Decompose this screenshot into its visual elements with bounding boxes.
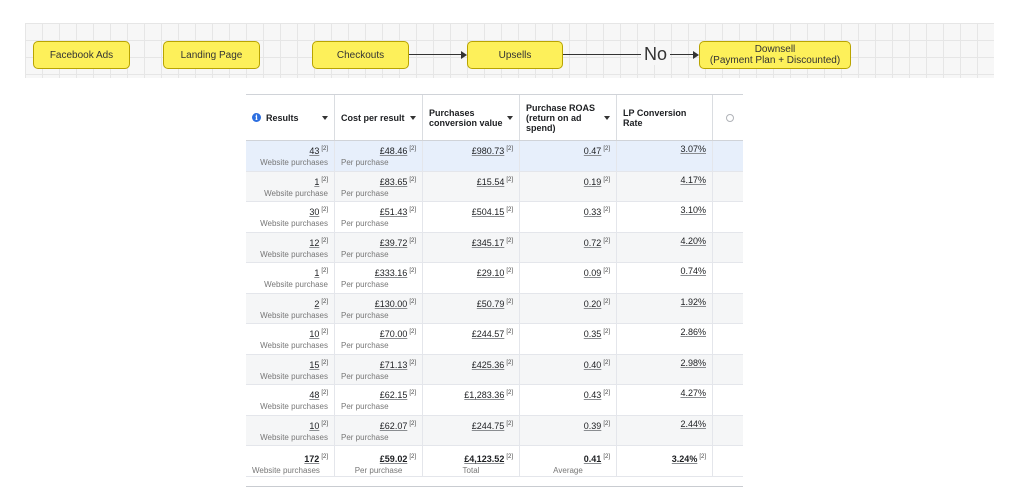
sort-caret-icon[interactable] xyxy=(507,116,513,120)
cell-purchases-conversion-value-value[interactable]: £15.54 xyxy=(476,176,505,187)
cell-lp-conversion-rate-value[interactable]: 0.74% xyxy=(680,266,706,276)
footnote-marker: [2] xyxy=(603,390,610,396)
downsell-title: Downsell xyxy=(754,44,796,55)
cell-results-value[interactable]: 10 xyxy=(309,420,320,431)
cell-empty xyxy=(713,324,743,354)
footnote-marker: [2] xyxy=(506,237,513,244)
cell-purchases-conversion-value-value[interactable]: £345.17 xyxy=(471,237,505,248)
total-cost-per-result-sublabel: Per purchase xyxy=(354,466,403,475)
table-row[interactable] xyxy=(246,202,743,233)
cell-results xyxy=(246,355,335,385)
cell-results xyxy=(246,416,335,446)
cell-lp-conversion-rate-value[interactable]: 4.17% xyxy=(680,174,706,185)
cell-purchase-roas xyxy=(520,416,617,446)
total-purchase-roas-sublabel: Average xyxy=(553,466,583,475)
footnote-marker: [2] xyxy=(321,454,328,460)
header-purchases-conversion-value[interactable] xyxy=(423,95,520,140)
table-row[interactable] xyxy=(246,294,743,325)
total-cost-per-result-value[interactable]: £59.02 xyxy=(379,454,408,464)
footnote-marker: [2] xyxy=(506,454,513,460)
footnote-marker: [2] xyxy=(409,390,416,396)
footnote-marker: [2] xyxy=(699,454,706,460)
cell-cost-per-result-value[interactable]: £62.07 xyxy=(379,420,408,431)
cell-results-value[interactable]: 2 xyxy=(314,298,320,309)
flow-node-checkouts[interactable]: Checkouts xyxy=(312,41,409,69)
funnel-flow-diagram xyxy=(25,23,994,78)
header-add-column[interactable] xyxy=(713,95,743,140)
total-lp-conversion-rate xyxy=(617,446,713,476)
flow-node-downsell[interactable] xyxy=(699,41,851,69)
total-cost-per-result xyxy=(335,446,423,476)
cell-results-sublabel: Website purchase xyxy=(264,188,328,198)
sort-caret-icon[interactable] xyxy=(410,116,416,120)
cell-purchases-conversion-value xyxy=(423,294,520,324)
footnote-marker: [2] xyxy=(603,237,610,244)
footnote-marker: [2] xyxy=(321,329,328,335)
header-results-label: Results xyxy=(266,112,299,123)
table-row[interactable] xyxy=(246,324,743,355)
cell-lp-conversion-rate-value[interactable]: 4.20% xyxy=(680,235,706,246)
cell-results xyxy=(246,141,335,171)
total-purchase-roas xyxy=(520,446,617,476)
cell-purchase-roas-value[interactable]: 0.20 xyxy=(583,298,602,309)
cell-lp-conversion-rate xyxy=(617,416,713,446)
footnote-marker: [2] xyxy=(506,329,513,335)
cell-results-sublabel: Website purchase xyxy=(264,280,328,289)
cell-results xyxy=(246,263,335,293)
cell-cost-per-result-sublabel: Per purchase xyxy=(341,188,389,198)
footnote-marker: [2] xyxy=(603,359,610,366)
header-lp-conversion-rate[interactable] xyxy=(617,95,713,140)
cell-results-sublabel: Website purchases xyxy=(260,310,328,320)
cell-purchase-roas xyxy=(520,385,617,415)
cell-results-sublabel: Website purchases xyxy=(260,158,328,167)
footnote-marker: [2] xyxy=(409,268,416,274)
connector-label-no: No xyxy=(641,43,670,65)
total-lp-conversion-rate-value[interactable]: 3.24% xyxy=(671,454,698,464)
cell-purchases-conversion-value xyxy=(423,233,520,263)
cell-results-sublabel: Website purchases xyxy=(260,219,328,228)
footnote-marker: [2] xyxy=(506,146,513,152)
cell-purchases-conversion-value-value[interactable]: £50.79 xyxy=(476,298,505,309)
total-purchase-roas-value[interactable]: 0.41 xyxy=(583,454,602,464)
footnote-marker: [2] xyxy=(506,420,513,427)
cell-lp-conversion-rate-value[interactable]: 3.10% xyxy=(680,205,706,215)
sort-caret-icon[interactable] xyxy=(604,116,610,120)
footnote-marker: [2] xyxy=(603,298,610,305)
cell-purchases-conversion-value-value[interactable]: £29.10 xyxy=(476,268,505,278)
cell-empty xyxy=(713,263,743,293)
cell-cost-per-result-value[interactable]: £51.43 xyxy=(379,207,408,217)
cell-cost-per-result-value[interactable]: £333.16 xyxy=(374,268,408,278)
table-row[interactable] xyxy=(246,385,743,416)
footnote-marker: [2] xyxy=(321,359,328,366)
cell-empty xyxy=(713,446,743,476)
cell-cost-per-result xyxy=(335,355,423,385)
cell-results-sublabel: Website purchases xyxy=(260,432,328,442)
cell-results-sublabel: Website purchases xyxy=(260,341,328,350)
cell-empty xyxy=(713,385,743,415)
cell-purchase-roas xyxy=(520,202,617,232)
table-row[interactable] xyxy=(246,172,743,203)
cell-cost-per-result-sublabel: Per purchase xyxy=(341,219,389,228)
cell-purchase-roas-value[interactable]: 0.43 xyxy=(583,390,602,400)
cell-lp-conversion-rate xyxy=(617,172,713,202)
table-total-row xyxy=(246,446,743,477)
cell-results-value[interactable]: 48 xyxy=(309,390,320,400)
connector-upsells-downsell xyxy=(563,54,693,55)
header-cost-label: Cost per result xyxy=(341,112,405,123)
footnote-marker: [2] xyxy=(409,420,416,427)
total-results-sublabel: Website purchases xyxy=(252,466,320,475)
total-results xyxy=(246,446,335,476)
cell-purchase-roas xyxy=(520,263,617,293)
cell-purchases-conversion-value-value[interactable]: £1,283.36 xyxy=(464,390,505,400)
cell-purchase-roas-value[interactable]: 0.72 xyxy=(583,237,602,248)
footnote-marker: [2] xyxy=(409,207,416,213)
cell-lp-conversion-rate-value[interactable]: 4.27% xyxy=(680,388,706,398)
footnote-marker: [2] xyxy=(321,420,328,427)
header-pcv-label: Purchases conversion value xyxy=(429,107,503,128)
header-lp-label: LP Conversion Rate xyxy=(623,107,687,128)
cell-results-value[interactable]: 1 xyxy=(314,268,320,278)
total-purchases-conversion-value-value[interactable]: £4,123.52 xyxy=(464,454,505,464)
footnote-marker: [2] xyxy=(603,454,610,460)
cell-purchases-conversion-value-value[interactable]: £244.75 xyxy=(471,420,505,431)
cell-purchases-conversion-value-value[interactable]: £425.36 xyxy=(471,359,505,370)
footnote-marker: [2] xyxy=(321,268,328,274)
cell-cost-per-result-sublabel: Per purchase xyxy=(341,310,389,320)
cell-purchase-roas-value[interactable]: 0.39 xyxy=(583,420,602,431)
footnote-marker: [2] xyxy=(409,454,416,460)
cell-lp-conversion-rate xyxy=(617,355,713,385)
cell-purchases-conversion-value xyxy=(423,355,520,385)
cell-results-value[interactable]: 30 xyxy=(309,207,320,217)
cell-lp-conversion-rate-value[interactable]: 2.44% xyxy=(680,418,706,429)
cell-cost-per-result-sublabel: Per purchase xyxy=(341,371,389,381)
cell-purchases-conversion-value xyxy=(423,324,520,354)
cell-results-value[interactable]: 1 xyxy=(314,176,320,187)
cell-purchases-conversion-value xyxy=(423,202,520,232)
cell-cost-per-result-sublabel: Per purchase xyxy=(341,249,389,259)
cell-results-value[interactable]: 12 xyxy=(309,237,320,248)
cell-cost-per-result-value[interactable]: £48.46 xyxy=(379,146,408,156)
footnote-marker: [2] xyxy=(506,359,513,366)
cell-purchase-roas xyxy=(520,172,617,202)
table-row[interactable] xyxy=(246,233,743,264)
header-cost-per-result[interactable] xyxy=(335,95,423,140)
cell-purchases-conversion-value xyxy=(423,141,520,171)
footnote-marker: [2] xyxy=(603,146,610,152)
cell-lp-conversion-rate-value[interactable]: 3.07% xyxy=(680,144,706,154)
cell-results-value[interactable]: 15 xyxy=(309,359,320,370)
cell-cost-per-result xyxy=(335,233,423,263)
footnote-marker: [2] xyxy=(409,146,416,152)
footnote-marker: [2] xyxy=(506,207,513,213)
cell-cost-per-result xyxy=(335,294,423,324)
cell-purchases-conversion-value-value[interactable]: £504.15 xyxy=(471,207,505,217)
cell-cost-per-result-sublabel: Per purchase xyxy=(341,341,389,350)
cell-cost-per-result-sublabel: Per purchase xyxy=(341,432,389,442)
total-results-value[interactable]: 172 xyxy=(304,454,320,464)
footnote-marker: [2] xyxy=(409,298,416,305)
cell-empty xyxy=(713,141,743,171)
cell-purchases-conversion-value xyxy=(423,416,520,446)
cell-results-value[interactable]: 10 xyxy=(309,329,320,339)
cell-purchase-roas xyxy=(520,233,617,263)
cell-purchase-roas xyxy=(520,294,617,324)
add-column-icon[interactable] xyxy=(726,114,734,122)
footnote-marker: [2] xyxy=(506,176,513,183)
footnote-marker: [2] xyxy=(409,329,416,335)
cell-lp-conversion-rate xyxy=(617,141,713,171)
cell-lp-conversion-rate xyxy=(617,233,713,263)
cell-purchase-roas xyxy=(520,141,617,171)
cell-cost-per-result-value[interactable]: £130.00 xyxy=(374,298,408,309)
cell-cost-per-result-sublabel: Per purchase xyxy=(341,158,389,167)
cell-lp-conversion-rate xyxy=(617,324,713,354)
total-purchases-conversion-value xyxy=(423,446,520,476)
cell-empty xyxy=(713,355,743,385)
cell-lp-conversion-rate xyxy=(617,294,713,324)
cell-lp-conversion-rate-value[interactable]: 2.98% xyxy=(680,357,706,368)
cell-empty xyxy=(713,202,743,232)
cell-purchases-conversion-value xyxy=(423,263,520,293)
cell-purchases-conversion-value-value[interactable]: £244.57 xyxy=(471,329,505,339)
cell-purchase-roas-value[interactable]: 0.47 xyxy=(583,146,602,156)
cell-lp-conversion-rate-value[interactable]: 2.86% xyxy=(680,327,706,337)
cell-purchase-roas-value[interactable]: 0.40 xyxy=(583,359,602,370)
cell-cost-per-result xyxy=(335,324,423,354)
footnote-marker: [2] xyxy=(321,207,328,213)
cell-purchase-roas xyxy=(520,355,617,385)
cell-results-value[interactable]: 43 xyxy=(309,146,320,156)
cell-cost-per-result-value[interactable]: £71.13 xyxy=(379,359,408,370)
cell-results xyxy=(246,294,335,324)
arrowhead-icon xyxy=(461,51,467,59)
flow-node-upsells[interactable]: Upsells xyxy=(467,41,563,69)
cell-empty xyxy=(713,416,743,446)
arrowhead-icon xyxy=(693,51,699,59)
sort-caret-icon[interactable] xyxy=(322,116,328,120)
connector-checkouts-upsells xyxy=(409,54,461,55)
cell-cost-per-result-value[interactable]: £39.72 xyxy=(379,237,408,248)
footnote-marker: [2] xyxy=(603,207,610,213)
footnote-marker: [2] xyxy=(603,268,610,274)
cell-cost-per-result xyxy=(335,172,423,202)
cell-cost-per-result xyxy=(335,416,423,446)
cell-results-sublabel: Website purchases xyxy=(260,402,328,411)
cell-cost-per-result xyxy=(335,385,423,415)
cell-results-sublabel: Website purchases xyxy=(260,371,328,381)
cell-empty xyxy=(713,172,743,202)
cell-purchases-conversion-value xyxy=(423,172,520,202)
cell-cost-per-result-value[interactable]: £70.00 xyxy=(379,329,408,339)
cell-cost-per-result-sublabel: Per purchase xyxy=(341,402,389,411)
cell-empty xyxy=(713,294,743,324)
footnote-marker: [2] xyxy=(321,390,328,396)
table-header xyxy=(246,95,743,141)
cell-results xyxy=(246,233,335,263)
table-row[interactable] xyxy=(246,416,743,447)
cell-purchase-roas-value[interactable]: 0.19 xyxy=(583,176,602,187)
info-icon[interactable]: i xyxy=(252,113,261,122)
footnote-marker: [2] xyxy=(506,298,513,305)
ads-results-table xyxy=(246,94,743,487)
cell-results xyxy=(246,202,335,232)
cell-purchase-roas-value[interactable]: 0.33 xyxy=(583,207,602,217)
cell-purchases-conversion-value-value[interactable]: £980.73 xyxy=(471,146,505,156)
footnote-marker: [2] xyxy=(409,237,416,244)
cell-lp-conversion-rate-value[interactable]: 1.92% xyxy=(680,296,706,307)
flow-node-facebook-ads[interactable]: Facebook Ads xyxy=(33,41,130,69)
cell-results xyxy=(246,324,335,354)
total-purchases-conversion-value-sublabel: Total xyxy=(462,466,480,475)
cell-lp-conversion-rate xyxy=(617,385,713,415)
cell-cost-per-result xyxy=(335,263,423,293)
cell-cost-per-result-value[interactable]: £62.15 xyxy=(379,390,408,400)
header-purchase-roas[interactable] xyxy=(520,95,617,140)
cell-cost-per-result xyxy=(335,141,423,171)
footnote-marker: [2] xyxy=(321,237,328,244)
cell-purchase-roas-value[interactable]: 0.09 xyxy=(583,268,602,278)
header-results[interactable] xyxy=(246,95,335,140)
cell-cost-per-result-sublabel: Per purchase xyxy=(341,280,389,289)
cell-results xyxy=(246,385,335,415)
table-row[interactable] xyxy=(246,263,743,294)
footnote-marker: [2] xyxy=(321,176,328,183)
cell-empty xyxy=(713,233,743,263)
downsell-subtitle: (Payment Plan + Discounted) xyxy=(709,55,841,66)
footnote-marker: [2] xyxy=(603,420,610,427)
cell-purchases-conversion-value xyxy=(423,385,520,415)
cell-cost-per-result-value[interactable]: £83.65 xyxy=(379,176,408,187)
cell-lp-conversion-rate xyxy=(617,263,713,293)
cell-purchase-roas-value[interactable]: 0.35 xyxy=(583,329,602,339)
cell-lp-conversion-rate xyxy=(617,202,713,232)
cell-results-sublabel: Website purchases xyxy=(260,249,328,259)
table-row[interactable] xyxy=(246,141,743,172)
table-row[interactable] xyxy=(246,355,743,386)
footnote-marker: [2] xyxy=(321,146,328,152)
cell-results xyxy=(246,172,335,202)
footnote-marker: [2] xyxy=(506,268,513,274)
cell-cost-per-result xyxy=(335,202,423,232)
header-roas-label: Purchase ROAS (return on ad spend) xyxy=(526,102,596,133)
footnote-marker: [2] xyxy=(506,390,513,396)
flow-node-landing-page[interactable]: Landing Page xyxy=(163,41,260,69)
cell-purchase-roas xyxy=(520,324,617,354)
footnote-marker: [2] xyxy=(321,298,328,305)
table-body xyxy=(246,141,743,477)
footnote-marker: [2] xyxy=(603,329,610,335)
footnote-marker: [2] xyxy=(409,359,416,366)
footnote-marker: [2] xyxy=(409,176,416,183)
footnote-marker: [2] xyxy=(603,176,610,183)
